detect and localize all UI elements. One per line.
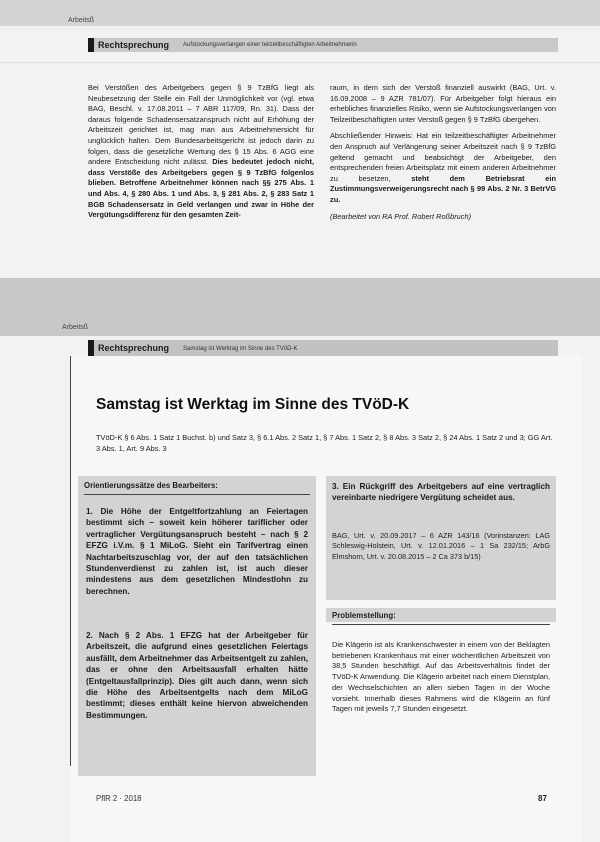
left-margin-rule — [70, 356, 71, 766]
top-rubric-label: Rechtsprechung — [98, 40, 170, 50]
top-section-label: Arbeitsß — [68, 17, 95, 24]
prev-article-column-2 — [330, 83, 556, 228]
prev-article-note-text: Abschließender Hinweis: Hat ein teilzeitbeschäftigter Arbeitnehmer den Anspruch auf Verlängerung seiner Arbeitszeit nach § 9 TzBfG geltend gemacht und beabsichtigt der Arbeitgeber, den entsprechenden freien Arbeitsplatz mit einem anderen Arbeitnehmer zu besetzen, — [330, 131, 556, 183]
journal-issue: PflR 2 · 2018 — [96, 794, 142, 803]
prev-article-text: Bei Verstößen des Arbeitgebers gegen § 9 TzBfG liegt als Neubesetzung der Stelle ein Fall der Unmöglichkeit vor (vgl. etwa BAG, Beschl. v. 17.08.2011 – 7 ABR 117/09, Rn. 31). Dass der daraus folgende Schadensersatzanspruch nicht auf Erhöhung der Arbeitszeit gerichtet ist, mag man aus Arbeitnehmersicht für unglücklich halten. Dem Bundesarbeitsgericht ist jedoch darin zu folgen, dass die gesetzliche Wertung des § 15 Abs. 6 AGG eine andere Entscheidung nicht zulässt. — [88, 83, 314, 167]
case-citation: BAG, Urt. v. 20.09.2017 – 6 AZR 143/16 (Vorinstanzen: LAG Schleswig-Holstein, Urt. v. 12.01.2016 – 1 Sa 232/15; ArbG Elmshorn, Urt. v. 20.08.2015 – 2 Ca 373 b/15) — [332, 531, 550, 561]
guiding-principles-heading: Orientierungssätze des Bearbeiters: — [84, 481, 218, 490]
top-rubric-subtitle: Aufstockungsverlangen einer teilzeitbeschäftigten Arbeitnehmerin — [183, 42, 357, 48]
byline: (Bearbeitet von RA Prof. Robert Roßbruch) — [330, 211, 472, 221]
problem-text: Die Klägerin ist als Krankenschwester in einem von der Beklagten betriebenen Krankenhaus mit einer wöchentlichen Arbeitszeit von 38,5 Stunden beschäftigt. Auf das Arbeitsverhältnis findet der TVöD-K Anwendung. Die Klägerin arbeitet nach einem Dienstplan, der Wechselschichten an allen sieben Tagen in der Woche vorsieht. Innerhalb dieses Rahmens wird die Klägerin an fünf Tagen mit jeweils 7,7 Stunden eingesetzt. — [332, 640, 550, 714]
divider — [0, 62, 600, 63]
rubric-label: Rechtsprechung — [98, 343, 170, 353]
rubric-subtitle: Samstag ist Werktag im Sinne des TVöD-K — [183, 346, 298, 352]
heading-rule — [84, 494, 310, 495]
guiding-principle-3: 3. Ein Rückgriff des Arbeitgebers auf eine vertraglich vereinbarte niedrigere Vergütung scheidet aus. — [332, 482, 550, 503]
prev-article-note — [330, 131, 556, 205]
heading-rule — [332, 624, 550, 625]
prev-article-note-bold: steht dem Betriebsrat ein Zustimmungsverweigerungsrecht nach § 99 Abs. 2 Nr. 3 BetrVG zu. — [330, 173, 556, 204]
article-title: Samstag ist Werktag im Sinne des TVöD-K — [96, 396, 410, 413]
page-break-band — [0, 278, 600, 336]
problem-heading: Problemstellung: — [332, 611, 396, 620]
prev-article-column-1 — [88, 83, 314, 227]
prev-article-paragraph: raum, in dem sich der Verstoß finanziell auswirkt (BAG, Urt. v. 16.09.2008 – 9 AZR 781/07). Für Arbeitgeber folgt hieraus ein erhebliches finanzielles Risiko, wenn sie Aufstockungsverlangen von Teilzeitbeschäftigten unter Verstoß gegen § 9 TzBfG übergehen. — [330, 83, 556, 124]
section-label: Arbeitsß — [62, 324, 89, 331]
guiding-principle-2: 2. Nach § 2 Abs. 1 EFZG hat der Arbeitgeber für Arbeitszeit, die aufgrund eines gesetzlichen Feiertags ausfällt, dem Arbeitnehmer das Arbeitsentgelt zu zahlen, das er ohne den Arbeitsausfall erhalten hätte (Entgeltausfallprinzip). Dies gilt auch dann, wenn sich die Höhe des Arbeitsentgelts nach dem MiLoG bestimmt; dieses enthält keine hiervon abweichenden Bestimmungen. — [86, 631, 308, 720]
guiding-principle-1: 1. Die Höhe der Entgeltfortzahlung an Feiertagen bestimmt sich – soweit kein höherer tariflicher oder vertraglicher Vergütungsanspruch besteht – nach § 2 EFZG i.V.m. § 1 MiLoG. Sieht ein Tarifvertrag einen Nachtarbeitszuschlag vor, der auf den tatsächlichen Stundenverdienst zu zahlen ist, ist auch dieser mindestens aus dem gesetzlichen Mindestlohn zu berechnen. — [86, 507, 308, 596]
top-rubric-marker — [88, 38, 94, 52]
page-number: 87 — [538, 794, 547, 803]
prev-article-bold-text: Dies bedeutet jedoch nicht, dass Verstöße des Arbeitgebers gegen § 9 TzBfG folgenlos blieben. Betroffene Arbeitnehmer können nach §§ 275 Abs. 1 und Abs. 4, § 280 Abs. 1 und Abs. 3, § 281 Abs. 2, § 283 Satz 1 BGB Schadensersatz in Geld verlangen und zwar in Höhe der Vergütungsdifferenz für den gesamten Zeit- — [88, 157, 315, 220]
rubric-marker — [88, 340, 94, 356]
prev-article-paragraph — [88, 83, 314, 221]
norm-references: TVöD-K § 6 Abs. 1 Satz 1 Buchst. b) und Satz 3, § 6.1 Abs. 2 Satz 1, § 7 Abs. 1 Satz 2, § 8 Abs. 3 Satz 2, § 24 Abs. 1 Satz 2 und 3; GG Art. 3 Abs. 1, Art. 9 Abs. 3 — [96, 433, 553, 453]
